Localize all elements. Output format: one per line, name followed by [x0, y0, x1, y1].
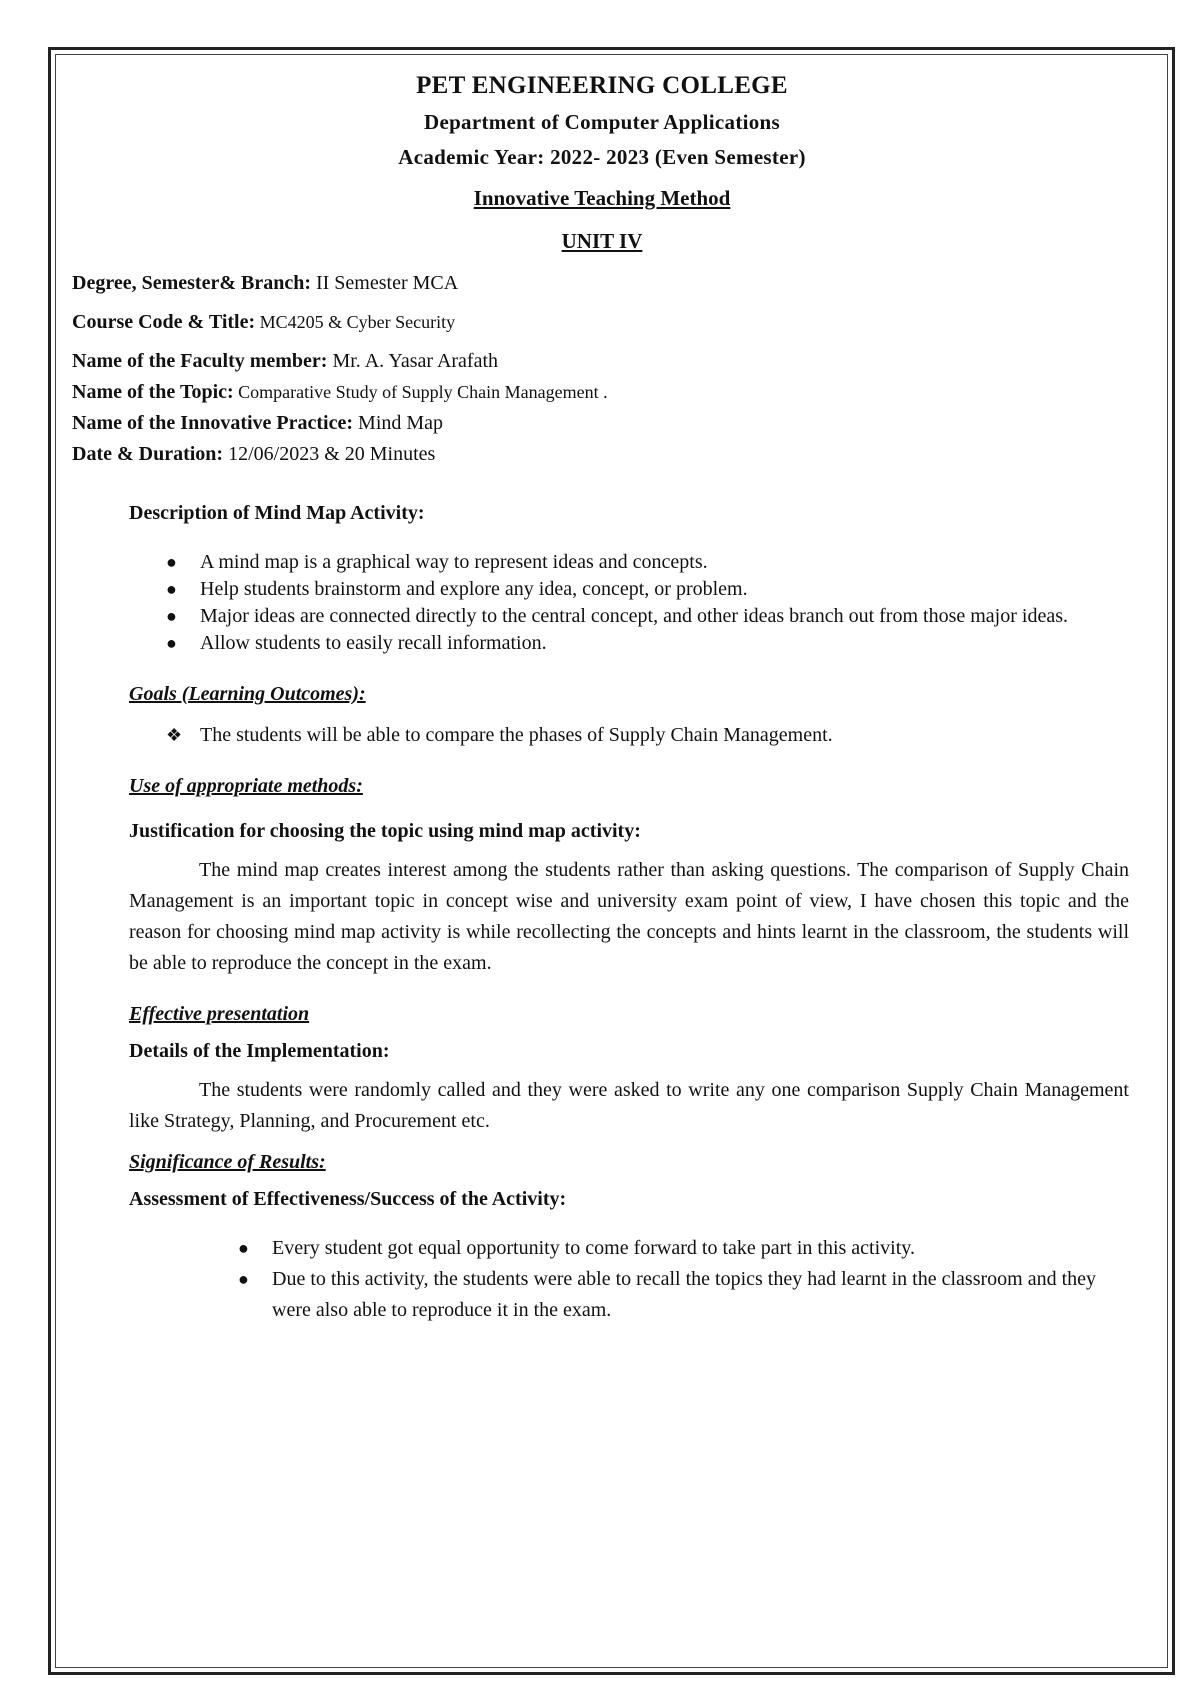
- meta-practice: [72, 408, 1132, 439]
- list-item-text: Help students brainstorm and explore any idea, concept, or problem.: [200, 578, 748, 600]
- meta-faculty-value: Mr. A. Yasar Arafath: [327, 350, 499, 372]
- meta-practice-label: Name of the Innovative Practice:: [72, 412, 354, 434]
- meta-degree-label: Degree, Semester& Branch:: [72, 272, 311, 294]
- results-subheading: Assessment of Effectiveness/Success of the Activity:: [129, 1188, 567, 1210]
- document-title: Innovative Teaching Method: [473, 186, 731, 210]
- list-item-text: Major ideas are connected directly to the central concept, and other ideas branch out from those major ideas.: [200, 605, 1068, 627]
- list-item: [166, 576, 1129, 603]
- methods-paragraph-text: The mind map creates interest among the students rather than asking questions. The comparison of Supply Chain Management is an important topic in concept wise and university exam point of view, I have chosen this topic and the reason for choosing mind map activity is while recollecting the concepts and hints learnt in the classroom, the students will be able to reproduce the concept in the exam.: [129, 859, 1129, 974]
- list-item: [166, 630, 1129, 657]
- meta-degree: [72, 268, 1132, 299]
- goals-list: [166, 722, 1129, 749]
- academic-year: Academic Year: 2022- 2023 (Even Semester): [398, 145, 806, 169]
- list-item: [238, 1264, 1129, 1326]
- college-name: PET ENGINEERING COLLEGE: [416, 72, 788, 99]
- goals-heading: Goals (Learning Outcomes):: [129, 683, 366, 705]
- methods-heading: Use of appropriate methods:: [129, 775, 363, 797]
- list-item-text: The students will be able to compare the phases of Supply Chain Management.: [200, 724, 833, 746]
- bullet-icon: ●: [166, 552, 177, 572]
- document-body: [72, 70, 1132, 1326]
- meta-course-label: Course Code & Title:: [72, 311, 256, 333]
- list-item: [166, 603, 1129, 630]
- goals-section: [129, 683, 1129, 749]
- list-item-text: Due to this activity, the students were able to recall the topics they had learnt in the classroom and they were also able to reproduce it in the exam.: [272, 1268, 1097, 1321]
- bullet-icon: ●: [238, 1269, 249, 1289]
- presentation-paragraph-text: The students were randomly called and they were asked to write any one comparison Supply Chain Management like Strategy, Planning, and Procurement etc.: [129, 1079, 1129, 1132]
- bullet-icon: ●: [166, 579, 177, 599]
- description-section: [129, 502, 1129, 657]
- list-item-text: Allow students to easily recall information.: [200, 632, 547, 654]
- diamond-bullet-icon: ❖: [166, 725, 183, 745]
- meta-practice-value: Mind Map: [353, 412, 444, 434]
- meta-date: [72, 439, 1132, 470]
- meta-topic-value: Comparative Study of Supply Chain Management .: [233, 382, 608, 402]
- results-heading: Significance of Results:: [129, 1151, 326, 1173]
- methods-section: [129, 775, 1129, 979]
- meta-date-value: 12/06/2023 & 20 Minutes: [223, 443, 436, 465]
- list-item-text: Every student got equal opportunity to come forward to take part in this activity.: [272, 1237, 915, 1259]
- bullet-icon: ●: [238, 1238, 249, 1258]
- department-name: Department of Computer Applications: [423, 110, 780, 134]
- results-list: [238, 1233, 1129, 1326]
- meta-topic-label: Name of the Topic:: [72, 381, 234, 403]
- list-item: [238, 1233, 1129, 1264]
- methods-subheading: Justification for choosing the topic using mind map activity:: [129, 820, 641, 842]
- meta-date-label: Date & Duration:: [72, 443, 224, 465]
- bullet-icon: ●: [166, 606, 177, 626]
- meta-degree-value: II Semester MCA: [310, 272, 459, 294]
- description-heading: Description of Mind Map Activity:: [129, 502, 425, 524]
- presentation-section: [129, 1003, 1129, 1137]
- list-item: [166, 722, 1129, 749]
- meta-faculty-label: Name of the Faculty member:: [72, 350, 328, 372]
- meta-faculty: [72, 346, 1132, 377]
- meta-block: [72, 268, 1132, 470]
- methods-paragraph: [129, 855, 1129, 979]
- presentation-heading: Effective presentation: [129, 1003, 310, 1025]
- presentation-paragraph: [129, 1075, 1129, 1137]
- results-section: [129, 1151, 1129, 1326]
- meta-course-value: MC4205 & Cyber Security: [255, 312, 456, 332]
- bullet-icon: ●: [166, 633, 177, 653]
- meta-course: [72, 307, 1132, 338]
- presentation-subheading: Details of the Implementation:: [129, 1040, 390, 1062]
- list-item-text: A mind map is a graphical way to represent ideas and concepts.: [200, 551, 708, 573]
- unit-label: UNIT IV: [561, 229, 643, 253]
- meta-topic: [72, 377, 1132, 408]
- list-item: [166, 549, 1129, 576]
- description-list: [166, 549, 1129, 657]
